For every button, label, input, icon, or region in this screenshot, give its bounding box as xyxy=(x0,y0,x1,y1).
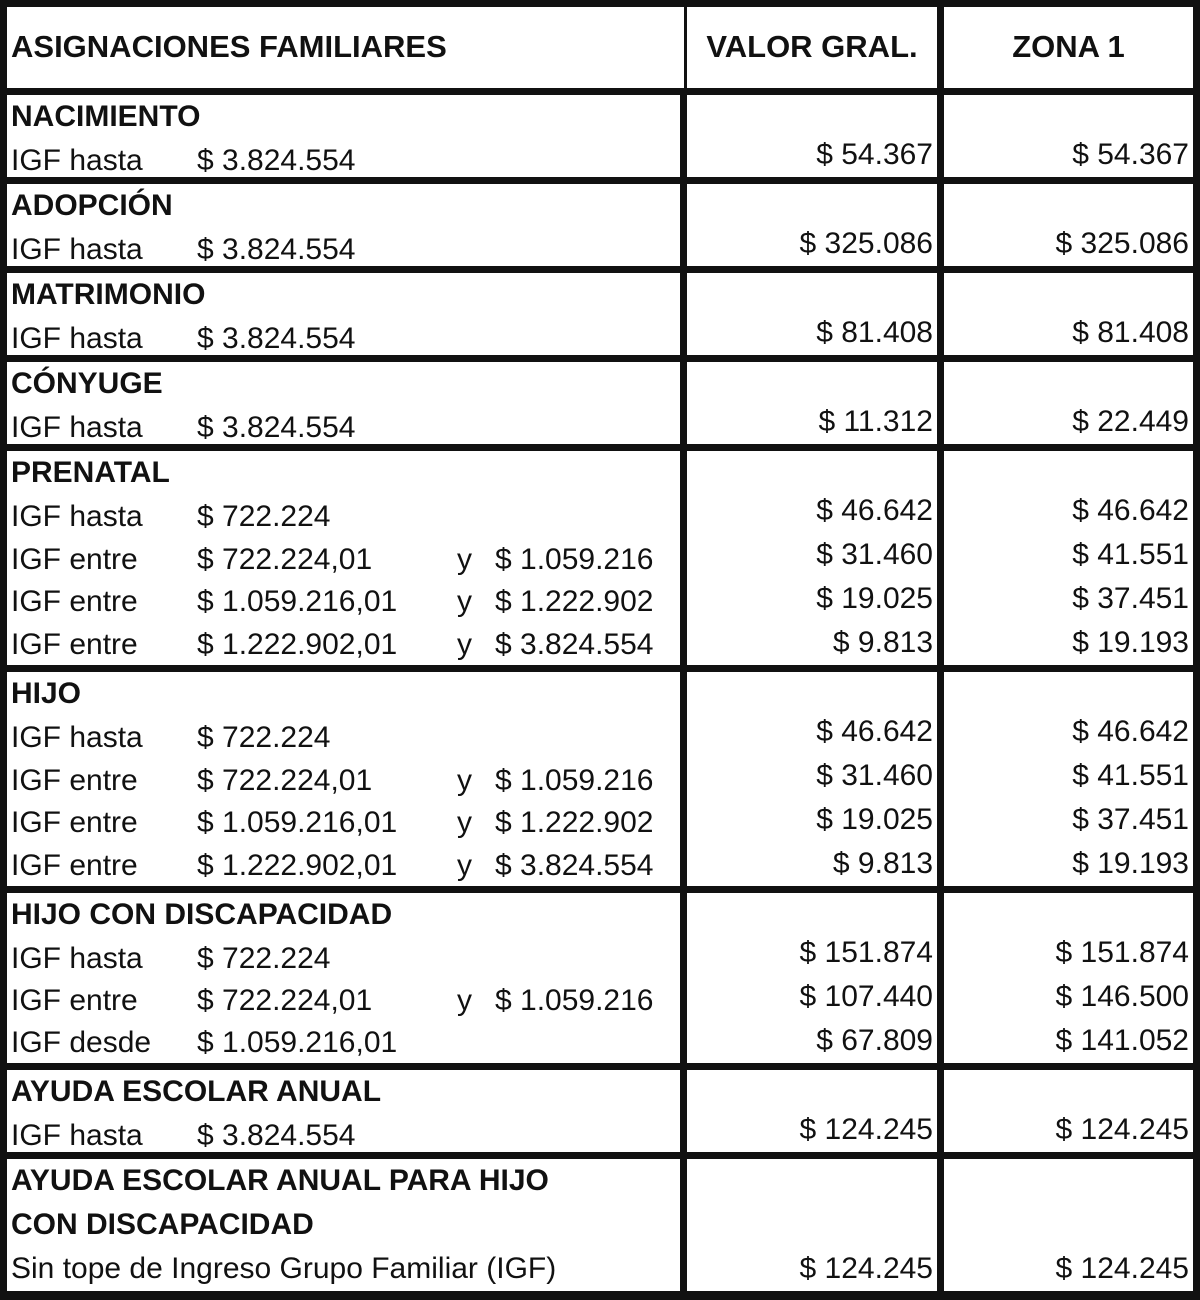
value-general: $ 31.460 xyxy=(816,538,933,571)
section-hijo-con-discapacidad-general-cell xyxy=(687,893,937,1063)
income-range-row xyxy=(7,801,680,844)
spacer xyxy=(687,893,937,931)
section-matrimonio-zona1-cell xyxy=(944,273,1193,355)
section-ayuda-escolar-anual-label-cell xyxy=(7,1070,680,1152)
value-general: $ 9.813 xyxy=(832,847,933,880)
income-range-text: Sin tope de Ingreso Grupo Familiar (IGF) xyxy=(11,1252,557,1285)
income-range-row xyxy=(7,495,680,538)
income-range-from: $ 1.059.216,01 xyxy=(197,1026,398,1059)
section-ayuda-escolar-anual-general-cell xyxy=(687,1070,937,1152)
income-range-to: $ 1.222.902 xyxy=(495,585,654,618)
value-zona1: $ 46.642 xyxy=(1072,494,1189,527)
income-range-to: $ 1.059.216 xyxy=(495,984,654,1017)
value-general: $ 67.809 xyxy=(816,1024,933,1057)
income-range-row xyxy=(7,844,680,887)
value-zona1: $ 37.451 xyxy=(1072,582,1189,615)
header-col-general: VALOR GRAL. xyxy=(687,7,937,88)
spacer xyxy=(944,273,1193,311)
income-range-to: $ 1.059.216 xyxy=(495,763,654,797)
section-ayuda-escolar-anual-zona1-cell xyxy=(944,1070,1193,1152)
income-range-row xyxy=(7,317,680,355)
income-range-row xyxy=(7,623,680,666)
value-general: $ 19.025 xyxy=(816,582,933,615)
section-title: CÓNYUGE xyxy=(11,367,163,400)
spacer xyxy=(944,1203,1193,1247)
income-range-label: IGF hasta xyxy=(11,1119,143,1152)
section-title: AYUDA ESCOLAR ANUAL xyxy=(11,1075,382,1108)
spacer xyxy=(687,1070,937,1108)
section-prenatal-label-cell xyxy=(7,451,680,665)
income-range-row xyxy=(7,1247,680,1291)
income-range-row xyxy=(7,979,680,1021)
spacer xyxy=(944,1159,1193,1203)
income-range-from: $ 3.824.554 xyxy=(197,144,356,177)
spacer xyxy=(944,451,1193,489)
income-range-label: IGF hasta xyxy=(11,942,143,975)
income-range-connector: y xyxy=(457,627,472,661)
value-zona1: $ 325.086 xyxy=(1055,227,1189,260)
income-range-label: IGF hasta xyxy=(11,144,143,177)
section-title: ADOPCIÓN xyxy=(11,189,173,222)
income-range-to: $ 1.222.902 xyxy=(495,806,654,839)
income-range-from: $ 3.824.554 xyxy=(197,411,356,444)
value-zona1: $ 151.874 xyxy=(1055,936,1189,969)
value-general: $ 9.813 xyxy=(832,626,933,659)
section-prenatal-general-cell xyxy=(687,451,937,665)
income-range-label: IGF hasta xyxy=(11,500,143,533)
income-range-from: $ 3.824.554 xyxy=(197,1119,356,1152)
value-general: $ 31.460 xyxy=(816,759,933,792)
value-general: $ 11.312 xyxy=(818,405,933,438)
spacer xyxy=(944,672,1193,710)
header-title: ASIGNACIONES FAMILIARES xyxy=(7,7,684,88)
income-range-row xyxy=(7,937,680,979)
section-cónyuge-general-cell xyxy=(687,362,937,444)
income-range-row xyxy=(7,759,680,802)
value-general: $ 124.245 xyxy=(799,1113,933,1146)
value-zona1: $ 41.551 xyxy=(1072,538,1189,571)
section-ayuda-escolar-anual-para-hijo-con-discapacidad-label-cell xyxy=(7,1159,680,1291)
income-range-connector: y xyxy=(457,806,472,839)
income-range-connector: y xyxy=(457,848,472,882)
income-range-row xyxy=(7,538,680,581)
spacer xyxy=(944,893,1193,931)
spacer xyxy=(944,1070,1193,1108)
section-hijo-label-cell xyxy=(7,672,680,886)
income-range-label: IGF desde xyxy=(11,1026,152,1059)
income-range-from: $ 722.224 xyxy=(197,721,331,754)
value-general: $ 124.245 xyxy=(799,1252,933,1285)
income-range-label: IGF entre xyxy=(11,627,138,661)
income-range-row xyxy=(7,1114,680,1152)
income-range-label: IGF entre xyxy=(11,848,138,882)
income-range-connector: y xyxy=(457,984,472,1017)
value-zona1: $ 146.500 xyxy=(1055,980,1189,1013)
section-adopción-label-cell xyxy=(7,184,680,266)
value-general: $ 81.408 xyxy=(816,316,933,349)
value-general: $ 46.642 xyxy=(816,494,933,527)
income-range-from: $ 722.224,01 xyxy=(197,984,373,1017)
section-nacimiento-general-cell xyxy=(687,95,937,177)
income-range-from: $ 1.222.902,01 xyxy=(197,627,398,661)
value-zona1: $ 22.449 xyxy=(1072,405,1189,438)
spacer xyxy=(944,362,1193,400)
section-title: AYUDA ESCOLAR ANUAL PARA HIJO xyxy=(11,1164,549,1197)
income-range-to: $ 3.824.554 xyxy=(495,627,654,661)
section-matrimonio-label-cell xyxy=(7,273,680,355)
section-adopción-general-cell xyxy=(687,184,937,266)
income-range-to: $ 1.059.216 xyxy=(495,542,654,576)
value-zona1: $ 54.367 xyxy=(1072,138,1189,171)
spacer xyxy=(687,362,937,400)
income-range-from: $ 722.224,01 xyxy=(197,763,373,797)
spacer xyxy=(944,184,1193,222)
section-prenatal-zona1-cell xyxy=(944,451,1193,665)
income-range-label: IGF hasta xyxy=(11,721,143,754)
section-title: HIJO xyxy=(11,677,82,710)
income-range-from: $ 1.059.216,01 xyxy=(197,806,398,839)
section-ayuda-escolar-anual-para-hijo-con-discapacidad-general-cell xyxy=(687,1159,937,1291)
section-cónyuge-label-cell xyxy=(7,362,680,444)
income-range-row xyxy=(7,406,680,444)
spacer xyxy=(944,95,1193,133)
section-nacimiento-label-cell xyxy=(7,95,680,177)
section-title: CON DISCAPACIDAD xyxy=(11,1208,314,1241)
income-range-row xyxy=(7,580,680,623)
section-matrimonio-general-cell xyxy=(687,273,937,355)
income-range-from: $ 722.224 xyxy=(197,500,331,533)
income-range-label: IGF hasta xyxy=(11,322,143,355)
income-range-label: IGF entre xyxy=(11,806,138,839)
section-cónyuge-zona1-cell xyxy=(944,362,1193,444)
spacer xyxy=(687,1159,937,1203)
section-adopción-zona1-cell xyxy=(944,184,1193,266)
spacer xyxy=(687,95,937,133)
section-hijo-general-cell xyxy=(687,672,937,886)
income-range-from: $ 3.824.554 xyxy=(197,322,356,355)
income-range-connector: y xyxy=(457,585,472,618)
value-zona1: $ 19.193 xyxy=(1072,847,1189,880)
value-zona1: $ 124.245 xyxy=(1055,1252,1189,1285)
value-general: $ 107.440 xyxy=(799,980,933,1013)
spacer xyxy=(687,672,937,710)
income-range-label: IGF entre xyxy=(11,984,138,1017)
spacer xyxy=(687,451,937,489)
value-zona1: $ 124.245 xyxy=(1055,1113,1189,1146)
value-general: $ 151.874 xyxy=(799,936,933,969)
income-range-row xyxy=(7,716,680,759)
income-range-connector: y xyxy=(457,763,472,797)
value-zona1: $ 19.193 xyxy=(1072,626,1189,659)
value-general: $ 54.367 xyxy=(816,138,933,171)
value-general: $ 325.086 xyxy=(799,227,933,260)
income-range-label: IGF hasta xyxy=(11,411,143,444)
section-title: NACIMIENTO xyxy=(11,100,201,133)
income-range-label: IGF entre xyxy=(11,542,138,576)
value-general: $ 46.642 xyxy=(816,715,933,748)
section-hijo-con-discapacidad-label-cell xyxy=(7,893,680,1063)
value-zona1: $ 81.408 xyxy=(1072,316,1189,349)
value-zona1: $ 46.642 xyxy=(1072,715,1189,748)
income-range-row xyxy=(7,228,680,266)
value-zona1: $ 37.451 xyxy=(1072,803,1189,836)
income-range-from: $ 3.824.554 xyxy=(197,233,356,266)
section-hijo-zona1-cell xyxy=(944,672,1193,886)
income-range-label: IGF hasta xyxy=(11,233,143,266)
section-ayuda-escolar-anual-para-hijo-con-discapacidad-zona1-cell xyxy=(944,1159,1193,1291)
income-range-from: $ 1.222.902,01 xyxy=(197,848,398,882)
income-range-from: $ 722.224,01 xyxy=(197,542,373,576)
income-range-from: $ 722.224 xyxy=(197,942,331,975)
income-range-label: IGF entre xyxy=(11,763,138,797)
value-general: $ 19.025 xyxy=(816,803,933,836)
section-title: MATRIMONIO xyxy=(11,278,206,311)
section-hijo-con-discapacidad-zona1-cell xyxy=(944,893,1193,1063)
spacer xyxy=(687,1203,937,1247)
header-col-zona1: ZONA 1 xyxy=(944,7,1193,88)
section-title: PRENATAL xyxy=(11,456,170,489)
income-range-label: IGF entre xyxy=(11,585,138,618)
income-range-connector: y xyxy=(457,542,472,576)
value-zona1: $ 141.052 xyxy=(1055,1024,1189,1057)
section-nacimiento-zona1-cell xyxy=(944,95,1193,177)
income-range-row xyxy=(7,139,680,177)
value-zona1: $ 41.551 xyxy=(1072,759,1189,792)
section-title: HIJO CON DISCAPACIDAD xyxy=(11,898,393,931)
income-range-from: $ 1.059.216,01 xyxy=(197,585,398,618)
income-range-to: $ 3.824.554 xyxy=(495,848,654,882)
spacer xyxy=(687,273,937,311)
spacer xyxy=(687,184,937,222)
income-range-row xyxy=(7,1021,680,1063)
